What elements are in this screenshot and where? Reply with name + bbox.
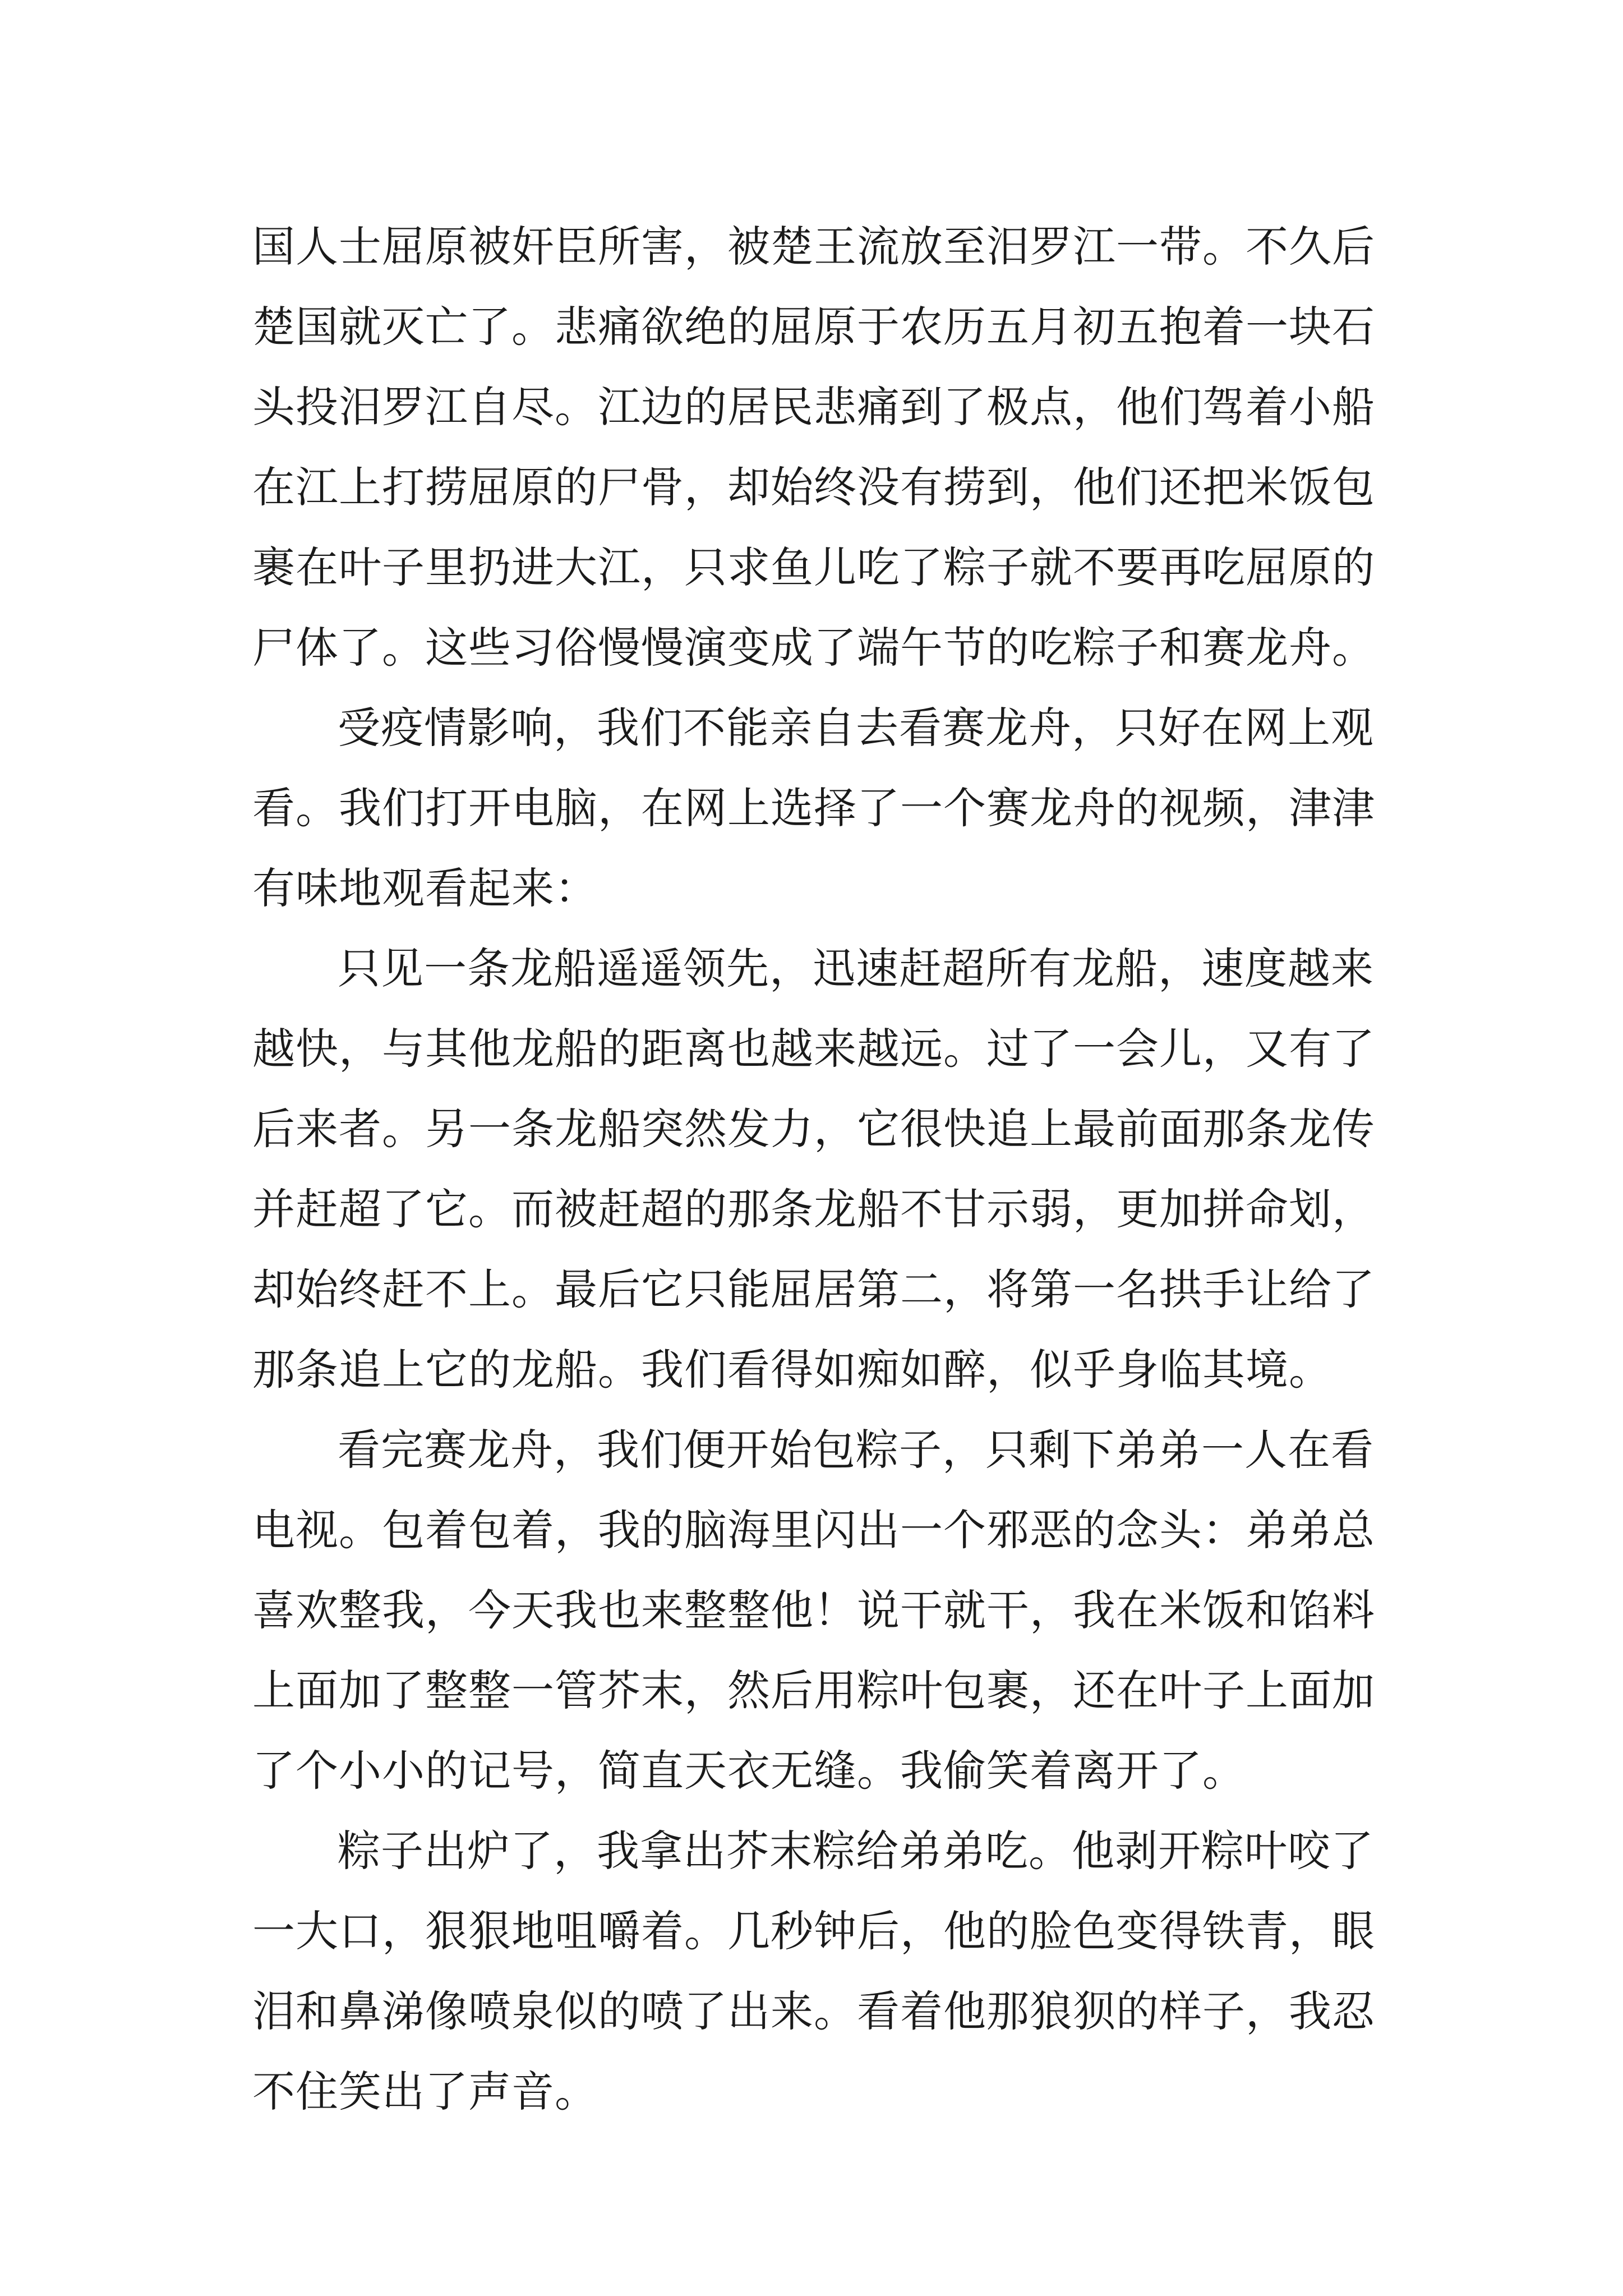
paragraph-first-line: 看完赛龙舟，我们便开始包粽子，只剩下弟弟一人在看 <box>338 1425 1374 1475</box>
paragraph-first-line: 只见一条龙船遥遥领先，迅速赶超所有龙船，速度越来 <box>338 944 1374 993</box>
text-line: 裹在叶子里扔进大江，只求鱼儿吃了粽子就不要再吃屈原的 <box>252 542 1375 592</box>
text-line: 国人士屈原被奸臣所害，被楚王流放至汨罗江一带。不久后 <box>252 222 1375 272</box>
text-line: 却始终赶不上。最后它只能屈居第二，将第一名拱手让给了 <box>252 1264 1375 1314</box>
text-line: 上面加了整整一管芥末，然后用粽叶包裹，还在叶子上面加 <box>252 1665 1375 1715</box>
text-line: 一大口，狠狠地咀嚼着。几秒钟后，他的脸色变得铁青，眼 <box>252 1906 1375 1956</box>
text-line: 越快，与其他龙船的距离也越来越远。过了一会儿，又有了 <box>252 1024 1375 1074</box>
text-line: 电视。包着包着，我的脑海里闪出一个邪恶的念头：弟弟总 <box>252 1505 1375 1555</box>
text-line: 后来者。另一条龙船突然发力，它很快追上最前面那条龙传 <box>252 1104 1375 1154</box>
text-line: 泪和鼻涕像喷泉似的喷了出来。看着他那狼狈的样子，我忍 <box>252 1986 1375 2036</box>
document-body <box>252 206 1385 2132</box>
text-line: 那条追上它的龙船。我们看得如痴如醉，似乎身临其境。 <box>252 1345 1332 1395</box>
text-line: 在江上打捞屈原的尸骨，却始终没有捞到，他们还把米饭包 <box>252 462 1375 512</box>
paragraph-first-line: 受疫情影响，我们不能亲自去看赛龙舟，只好在网上观 <box>338 703 1374 753</box>
text-line: 尸体了。这些习俗慢慢演变成了端午节的吃粽子和赛龙舟。 <box>252 623 1375 673</box>
text-line: 了个小小的记号，简直天衣无缝。我偷笑着离开了。 <box>252 1746 1246 1796</box>
text-line: 头投汨罗江自尽。江边的居民悲痛到了极点，他们驾着小船 <box>252 382 1375 432</box>
text-line: 有味地观看起来： <box>252 863 598 913</box>
text-line: 看。我们打开电脑，在网上选择了一个赛龙舟的视频，津津 <box>252 783 1375 833</box>
text-line: 楚国就灭亡了。悲痛欲绝的屈原于农历五月初五抱着一块石 <box>252 302 1375 352</box>
text-line: 并赶超了它。而被赶超的那条龙船不甘示弱，更加拼命划， <box>252 1184 1375 1234</box>
text-line: 不住笑出了声音。 <box>252 2067 598 2116</box>
text-line: 喜欢整我，今天我也来整整他！说干就干，我在米饭和馅料 <box>252 1585 1375 1635</box>
paragraph-first-line: 粽子出炉了，我拿出芥末粽给弟弟吃。他剥开粽叶咬了 <box>338 1826 1374 1876</box>
